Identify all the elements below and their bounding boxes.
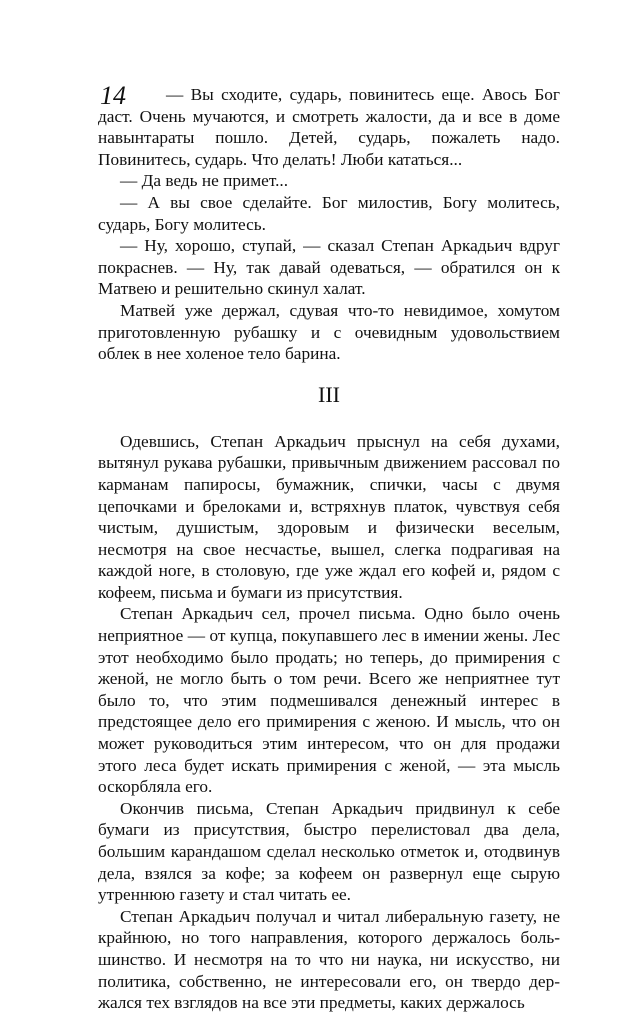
page-body (98, 81, 560, 1014)
paragraph: — Да ведь не примет... (120, 171, 289, 191)
paragraph: — А вы свое сделайте. Бог милостив, Богу молитесь, сударь, Богу молитесь. (98, 192, 560, 234)
paragraph: — Ну, хорошо, ступай, — сказал Степан Аркадьич вдруг покраснев. — Ну, так давай одеваться, — обратился он к Матвею и решительно скинул халат. (98, 236, 560, 299)
opening-dialogue (98, 81, 560, 365)
page-number: 14 (100, 81, 126, 110)
chapter-heading: III (318, 381, 340, 407)
paragraph: Матвей уже держал, сдувая что-то невидимое, хомутом приготовленную рубашку и с очевидным удовольствием облек в нее холеное тело барина. (98, 300, 560, 364)
paragraph: Окончив письма, Степан Аркадьич придвинул к себе бумаги из присутствия, быстро перелистовал два дела, большим карандашом сделал несколько отметок и, отодвинув дела, взялся за кофе; за кофеем он развернул еще сырую утреннюю газету и стал читать ее. (98, 798, 560, 905)
paragraph: — Вы сходите, сударь, повинитесь еще. Авось Бог даст. Очень мучаются, и смотреть жалости, да и все в доме навынтараты пошло. Детей, сударь, пожалеть надо. Повинитесь, сударь. Что делать! Люби кататься... (98, 85, 560, 169)
paragraph: Степан Аркадьич получал и читал либеральную газету, не крайнюю, но того направления, которого держалось большинство. И несмотря на то что ни наука, ни искусство, ни политика, собственно, не интересовали его, он твердо держался тех взглядов на все эти предметы, каких держалось (98, 906, 560, 1013)
chapter-text (98, 431, 560, 1014)
paragraph: Одевшись, Степан Аркадьич прыснул на себя духами, вытянул рукава рубашки, привычным движением рассовал по карманам папиросы, бумажник, спички, часы с двумя цепочками и брелоками и, встряхнув платок, чувствуя себя чистым, душистым, здоровым и физически веселым, несмотря на свое несчастье, вышел, слегка подрагивая на каждой ноге, в столовую, где уже ждал его кофей и, рядом с кофеем, письма и бумаги из присутствия. (98, 431, 560, 602)
paragraph: Степан Аркадьич сел, прочел письма. Одно было очень неприятное — от купца, покупавшего лес в имении жены. Лес этот необходимо было продать; но теперь, до примирения с женой, не могло быть о том речи. Всего же неприятнее тут было то, что этим подмешивался денежный интерес в предстоящее дело его примирения с женою. И мысль, что он может руководиться этим интересом, что он для продажи этого леса будет искать примирения с женой, — эта мысль оскорбляла его. (98, 604, 560, 797)
